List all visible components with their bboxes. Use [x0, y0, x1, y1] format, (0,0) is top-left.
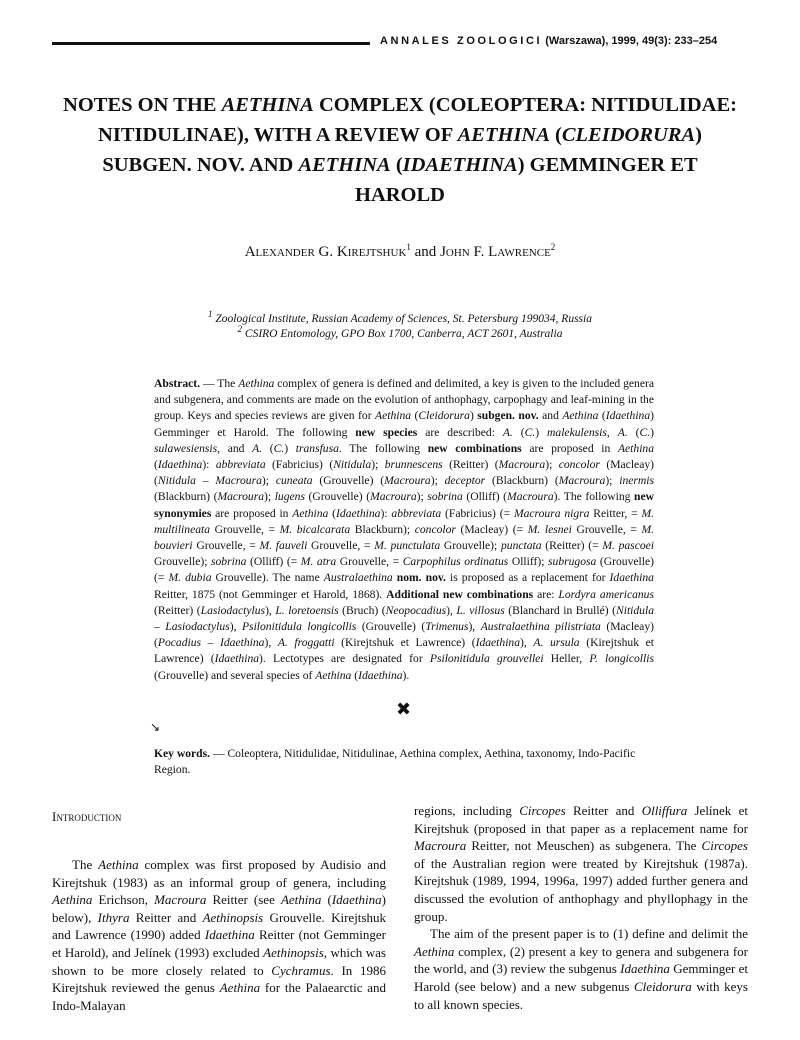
- affiliation-marker: 2: [237, 324, 243, 335]
- text-run: );: [261, 474, 276, 488]
- italic-term: M. bicalcarata: [279, 522, 351, 536]
- text-run: Grouvelle, =: [571, 522, 642, 536]
- text-run: complex, (2) present a key to genera and subgenera for the world, and (3) review the subgenus: [414, 943, 748, 977]
- text-run: Jelínek et Kirejtshuk (proposed in that paper as a replacement name for: [414, 803, 748, 836]
- italic-term: Macroura: [217, 490, 265, 504]
- affiliation-marker: 1: [208, 309, 213, 320]
- bold-term: Additional new combinations: [386, 587, 534, 601]
- text-run: (: [262, 441, 274, 455]
- intro-left-column: [52, 856, 386, 1014]
- text-run: (Grouvelle) and several species of: [154, 668, 316, 682]
- text-run: Reitter, 1875 (not Gemminger et Harold, 1868).: [154, 587, 387, 601]
- text-run: Grouvelle, =: [210, 522, 280, 536]
- text-run: , which was shown to be more closely related to: [52, 944, 386, 978]
- text-run: Grouvelle, =: [307, 539, 375, 553]
- section-heading-introduction: Introduction: [52, 809, 122, 824]
- italic-term: sulawesiensis: [154, 441, 218, 455]
- text-run: (: [512, 425, 525, 439]
- italic-term: Aethina: [414, 943, 455, 959]
- text-run: are described:: [417, 425, 503, 439]
- italic-term: Aethina: [375, 409, 412, 423]
- italic-term: Macroura: [370, 490, 417, 504]
- italic-term: M. lesnei: [527, 522, 572, 536]
- italic-term: C.: [639, 425, 651, 439]
- italic-term: Aethina: [562, 409, 599, 423]
- affiliation: [60, 309, 740, 327]
- title-part: (: [390, 154, 403, 176]
- italic-term: Macroura: [507, 490, 554, 504]
- text-run: (: [411, 409, 419, 423]
- text-run: (: [154, 458, 158, 472]
- title-italic: AETHINA: [221, 94, 314, 116]
- italic-term: Cleidorura: [418, 409, 470, 423]
- text-run: Blackburn);: [350, 522, 415, 536]
- title-part: (: [549, 124, 562, 146]
- bold-term: nom. nov.: [392, 571, 446, 585]
- title-part: ) GEMMINGER ET HAROLD: [355, 154, 698, 206]
- italic-term: Idaethina: [204, 927, 255, 943]
- text-run: The aim of the present paper is to (1) define and delimit the: [430, 926, 748, 942]
- text-run: ),: [264, 636, 278, 650]
- text-run: ),: [468, 620, 481, 634]
- italic-term: Idaethina: [620, 961, 670, 977]
- bold-term: new combinations: [427, 441, 522, 455]
- italic-term: Psilonitidula longicollis: [241, 620, 357, 634]
- header-rule: [52, 42, 370, 45]
- italic-term: Macroura: [558, 474, 606, 488]
- italic-term: M. multilineata: [154, 506, 655, 536]
- italic-term: M. atra: [300, 555, 337, 569]
- text-run: Reitter (see: [206, 892, 281, 908]
- text-run: Grouvelle). The name: [211, 571, 324, 585]
- text-run: Reitter (not Gemminger et Harold), and Jelínek (1993) excluded: [52, 927, 386, 960]
- italic-term: L. villosus: [456, 603, 505, 617]
- text-run: ):: [202, 458, 216, 472]
- italic-term: Aethinopsis: [202, 909, 264, 925]
- italic-term: punctata: [500, 539, 542, 553]
- italic-term: concolor: [414, 522, 456, 536]
- author-name: Alexander G. Kirejtshuk: [244, 244, 407, 260]
- text-run: ,: [606, 425, 618, 439]
- text-run: — The: [200, 377, 239, 390]
- text-run: ). The following: [553, 490, 635, 504]
- italic-term: Circopes: [519, 803, 566, 818]
- text-run: ): [650, 425, 655, 439]
- keywords-label: Key words.: [154, 747, 211, 760]
- intro-paragraph: [414, 925, 748, 1013]
- text-run: (Fabricius) (=: [441, 506, 514, 520]
- text-run: (Grouvelle) (: [312, 474, 385, 488]
- text-run: ),: [520, 636, 534, 650]
- italic-term: Idaethina: [214, 652, 260, 666]
- italic-term: Carpophilus ordinatus: [402, 555, 509, 569]
- italic-term: deceptor: [444, 474, 486, 488]
- text-run: );: [605, 474, 620, 488]
- italic-term: Nitidula: [333, 458, 372, 472]
- text-run: (: [627, 425, 640, 439]
- text-run: (Bruch) (: [338, 603, 386, 617]
- text-run: Reitter, not Meuschen) as subgenera. The: [466, 838, 702, 854]
- italic-term: A.: [502, 425, 513, 439]
- italic-term: cuneata: [275, 474, 313, 488]
- text-run: with keys to all known species.: [414, 978, 748, 1012]
- text-run: );: [545, 458, 559, 472]
- text-run: ) Gemminger et Harold. The following: [154, 409, 655, 439]
- text-run: , and: [217, 441, 253, 455]
- text-run: Grouvelle. Kirejtshuk and Lawrence (1990) added: [52, 909, 386, 943]
- text-run: and: [538, 409, 563, 423]
- title-italic: AETHINA: [457, 124, 550, 146]
- italic-term: Neopocadius: [385, 603, 447, 617]
- text-run: regions, including: [414, 803, 520, 818]
- text-run: complex of genera is defined and delimited, a key is given to the included genera and subgenera, and comments are made on the evolution of anthophagy, carpophagy and leaf-mining in the group. Keys and species reviews are given for: [154, 377, 654, 423]
- text-run: (Fabricius) (: [265, 458, 334, 472]
- title-part: COMPLEX (COLEOPTERA: NITIDULIDAE: NITIDULINAE), WITH A REVIEW OF: [98, 94, 737, 146]
- affiliations: [60, 309, 740, 342]
- text-run: ),: [265, 603, 276, 617]
- italic-term: A. froggatti: [277, 636, 335, 650]
- italic-term: Circopes: [701, 838, 748, 854]
- italic-term: subrugosa: [548, 555, 597, 569]
- italic-term: Nitidula – Lasiodactylus: [154, 603, 654, 634]
- abstract: [154, 376, 654, 684]
- text-run: ): [535, 425, 548, 439]
- italic-term: abbreviata: [215, 458, 266, 472]
- italic-term: C.: [524, 425, 536, 439]
- title-italic: CLEIDORURA: [561, 124, 696, 146]
- italic-term: A.: [252, 441, 263, 455]
- italic-term: Macroura: [154, 892, 207, 908]
- italic-term: A. ursula: [533, 636, 580, 650]
- intro-right-column: [414, 802, 748, 1013]
- author-affil-marker: 1: [406, 242, 411, 252]
- italic-term: Aethina: [238, 377, 275, 390]
- stray-mark: ↘: [150, 720, 161, 734]
- keywords: [154, 746, 664, 778]
- italic-term: Aethina: [98, 857, 139, 872]
- italic-term: M. pascoei: [602, 539, 654, 553]
- text-run: (Grouvelle) (: [356, 620, 426, 634]
- author-line: [60, 244, 740, 261]
- italic-term: Macroura: [414, 838, 467, 854]
- italic-term: M. fauveli: [259, 539, 308, 553]
- affiliation: [60, 324, 740, 342]
- italic-term: Idaethina: [609, 571, 654, 585]
- text-run: Reitter and: [565, 803, 642, 818]
- italic-term: Idaethina: [605, 409, 651, 423]
- italic-term: Idaethina: [358, 668, 403, 682]
- italic-term: Idaethina: [331, 892, 382, 908]
- text-run: (Olliff) (: [462, 490, 508, 504]
- text-run: Erichson,: [92, 892, 155, 908]
- text-run: are proposed in: [521, 441, 618, 455]
- text-run: (: [328, 506, 337, 520]
- text-run: (Reitter) (: [442, 458, 499, 472]
- text-run: );: [264, 490, 275, 504]
- text-run: Heller,: [543, 652, 590, 666]
- title-italic: IDAETHINA: [402, 154, 518, 176]
- text-run: (Grouvelle) (=: [154, 555, 654, 585]
- italic-term: inermis: [619, 474, 654, 488]
- author-conjunction: and: [410, 244, 441, 260]
- text-run: (Reitter) (: [154, 603, 201, 617]
- affiliation-text: Zoological Institute, Russian Academy of Sciences, St. Petersburg 199034, Russia: [212, 313, 592, 325]
- text-run: complex was first proposed by Audisio and Kirejtshuk (1983) as an informal group of genera, including: [52, 857, 386, 890]
- text-run: is proposed as a replacement for: [445, 571, 610, 585]
- italic-term: Aethina: [617, 441, 655, 455]
- text-run: ) below),: [52, 892, 386, 925]
- italic-term: brunnescens: [384, 458, 443, 472]
- italic-term: Olliffura: [641, 803, 688, 818]
- text-run: (Macleay) (: [154, 458, 654, 488]
- affiliation-text: CSIRO Entomology, GPO Box 1700, Canberra, ACT 2601, Australia: [242, 328, 563, 340]
- italic-term: Aethina: [280, 892, 322, 908]
- author-affil-marker: 2: [550, 242, 556, 252]
- italic-term: Nitidula – Macroura: [157, 474, 262, 488]
- text-run: );: [430, 474, 445, 488]
- bold-term: new species: [355, 425, 418, 439]
- italic-term: L. loretoensis: [275, 603, 339, 617]
- italic-term: Australaethina pilistriata: [480, 620, 601, 634]
- italic-term: A.: [617, 425, 628, 439]
- journal-citation: (Warszawa), 1999, 49(3): 233–254: [542, 35, 718, 47]
- text-run: (Kirejtshuk et Lawrence) (: [334, 636, 476, 650]
- text-run: ),: [446, 603, 457, 617]
- text-run: Olliff);: [508, 555, 549, 569]
- text-run: );: [371, 458, 385, 472]
- title-part: ) SUBGEN. NOV. AND: [102, 124, 702, 176]
- italic-term: abbreviata: [391, 506, 442, 520]
- text-run: (Blackburn) (: [485, 474, 559, 488]
- text-run: (Blanchard in Brullé) (: [504, 603, 616, 617]
- text-run: Grouvelle, =: [192, 539, 260, 553]
- italic-term: Macroura: [384, 474, 431, 488]
- text-run: Gemminger et Harold (see below) and a new subgenus: [414, 961, 749, 994]
- italic-term: Aethinopsis: [263, 944, 324, 960]
- text-run: (: [351, 668, 359, 682]
- italic-term: M. bouvieri: [154, 522, 654, 553]
- title-part: NOTES ON THE: [63, 94, 222, 116]
- italic-term: Idaethina: [475, 636, 521, 650]
- italic-term: Pocadius – Idaethina: [157, 636, 265, 650]
- text-run: (Olliff) (=: [246, 555, 301, 569]
- text-run: (Macleay) (: [154, 620, 654, 650]
- text-run: for the Palaearctic and Indo-Malayan: [52, 980, 386, 1013]
- text-run: ).: [402, 668, 410, 682]
- intro-paragraph: [414, 802, 748, 925]
- text-run: ),: [229, 620, 242, 634]
- text-run: . The following: [338, 441, 428, 455]
- author-name: John F. Lawrence: [440, 244, 551, 260]
- italic-term: sobrina: [427, 490, 463, 504]
- text-run: are proposed in: [211, 506, 293, 520]
- text-run: Reitter, =: [589, 506, 642, 520]
- italic-term: Aethina: [292, 506, 329, 520]
- text-run: );: [416, 490, 428, 504]
- text-run: Reitter and: [129, 909, 203, 925]
- italic-term: Idaethina: [157, 458, 203, 472]
- italic-term: M. punctulata: [374, 539, 441, 553]
- running-head: [380, 35, 762, 47]
- text-run: ): [284, 441, 296, 455]
- text-run: (Blackburn) (: [154, 490, 218, 504]
- italic-term: C.: [273, 441, 285, 455]
- text-run: ). Lectotypes are designated for: [259, 652, 430, 666]
- italic-term: Aethina: [52, 892, 93, 908]
- italic-term: Psilonitidula grouvellei: [429, 652, 544, 666]
- italic-term: Cleidorura: [634, 978, 692, 994]
- paper-title: [60, 90, 740, 210]
- text-run: (Macleay) (=: [455, 522, 528, 536]
- section-ornament-icon: ✖: [396, 699, 412, 720]
- bold-term: subgen. nov.: [477, 409, 539, 423]
- text-run: are:: [533, 587, 559, 601]
- italic-term: Lasiodactylus: [200, 603, 266, 617]
- text-run: (Grouvelle) (: [304, 490, 371, 504]
- italic-term: Trimenus: [425, 620, 469, 634]
- italic-term: M. dubia: [168, 571, 212, 585]
- italic-term: concolor: [558, 458, 600, 472]
- text-run: (Kirejtshuk et Lawrence) (: [154, 636, 654, 666]
- italic-term: transfusa: [295, 441, 339, 455]
- keywords-text: — Coleoptera, Nitidulidae, Nitidulinae, Aethina complex, Aethina, taxonomy, Indo-Pacific Region.: [154, 747, 636, 776]
- italic-term: malekulensis: [547, 425, 607, 439]
- text-run: Grouvelle);: [440, 539, 501, 553]
- text-run: Grouvelle);: [154, 555, 211, 569]
- italic-term: Cychramus: [271, 962, 331, 978]
- italic-term: Ithyra: [97, 909, 130, 925]
- title-italic: AETHINA: [298, 154, 391, 176]
- text-run: (: [321, 892, 332, 908]
- text-run: ):: [380, 506, 392, 520]
- italic-term: Australaethina: [323, 571, 393, 585]
- text-run: Grouvelle, =: [336, 555, 403, 569]
- italic-term: Lordyra americanus: [558, 587, 654, 601]
- journal-name: ANNALES ZOOLOGICI: [380, 35, 543, 47]
- italic-term: Aethina: [315, 668, 352, 682]
- text-run: of the Australian region were treated by Kirejtshuk (1987a). Kirejtshuk (1989, 1994, 1996a, 1997) added further genera and discussed the evolution of anthophagy and phyllophagy in the group.: [414, 855, 748, 924]
- bold-term: new synonymies: [154, 490, 654, 520]
- text-run: ): [469, 409, 478, 423]
- italic-term: Macroura nigra: [513, 506, 590, 520]
- bold-term: Abstract.: [154, 377, 201, 390]
- italic-term: P. longicollis: [589, 652, 654, 666]
- italic-term: Aethina: [219, 980, 261, 996]
- text-run: The: [72, 857, 99, 872]
- italic-term: Macroura: [498, 458, 546, 472]
- text-run: (Reitter) (=: [541, 539, 603, 553]
- italic-term: sobrina: [211, 555, 247, 569]
- text-run: . In 1986 Kirejtshuk reviewed the genus: [52, 962, 386, 996]
- text-run: (: [598, 409, 606, 423]
- italic-term: Idaethina: [336, 506, 381, 520]
- italic-term: lugens: [274, 490, 305, 504]
